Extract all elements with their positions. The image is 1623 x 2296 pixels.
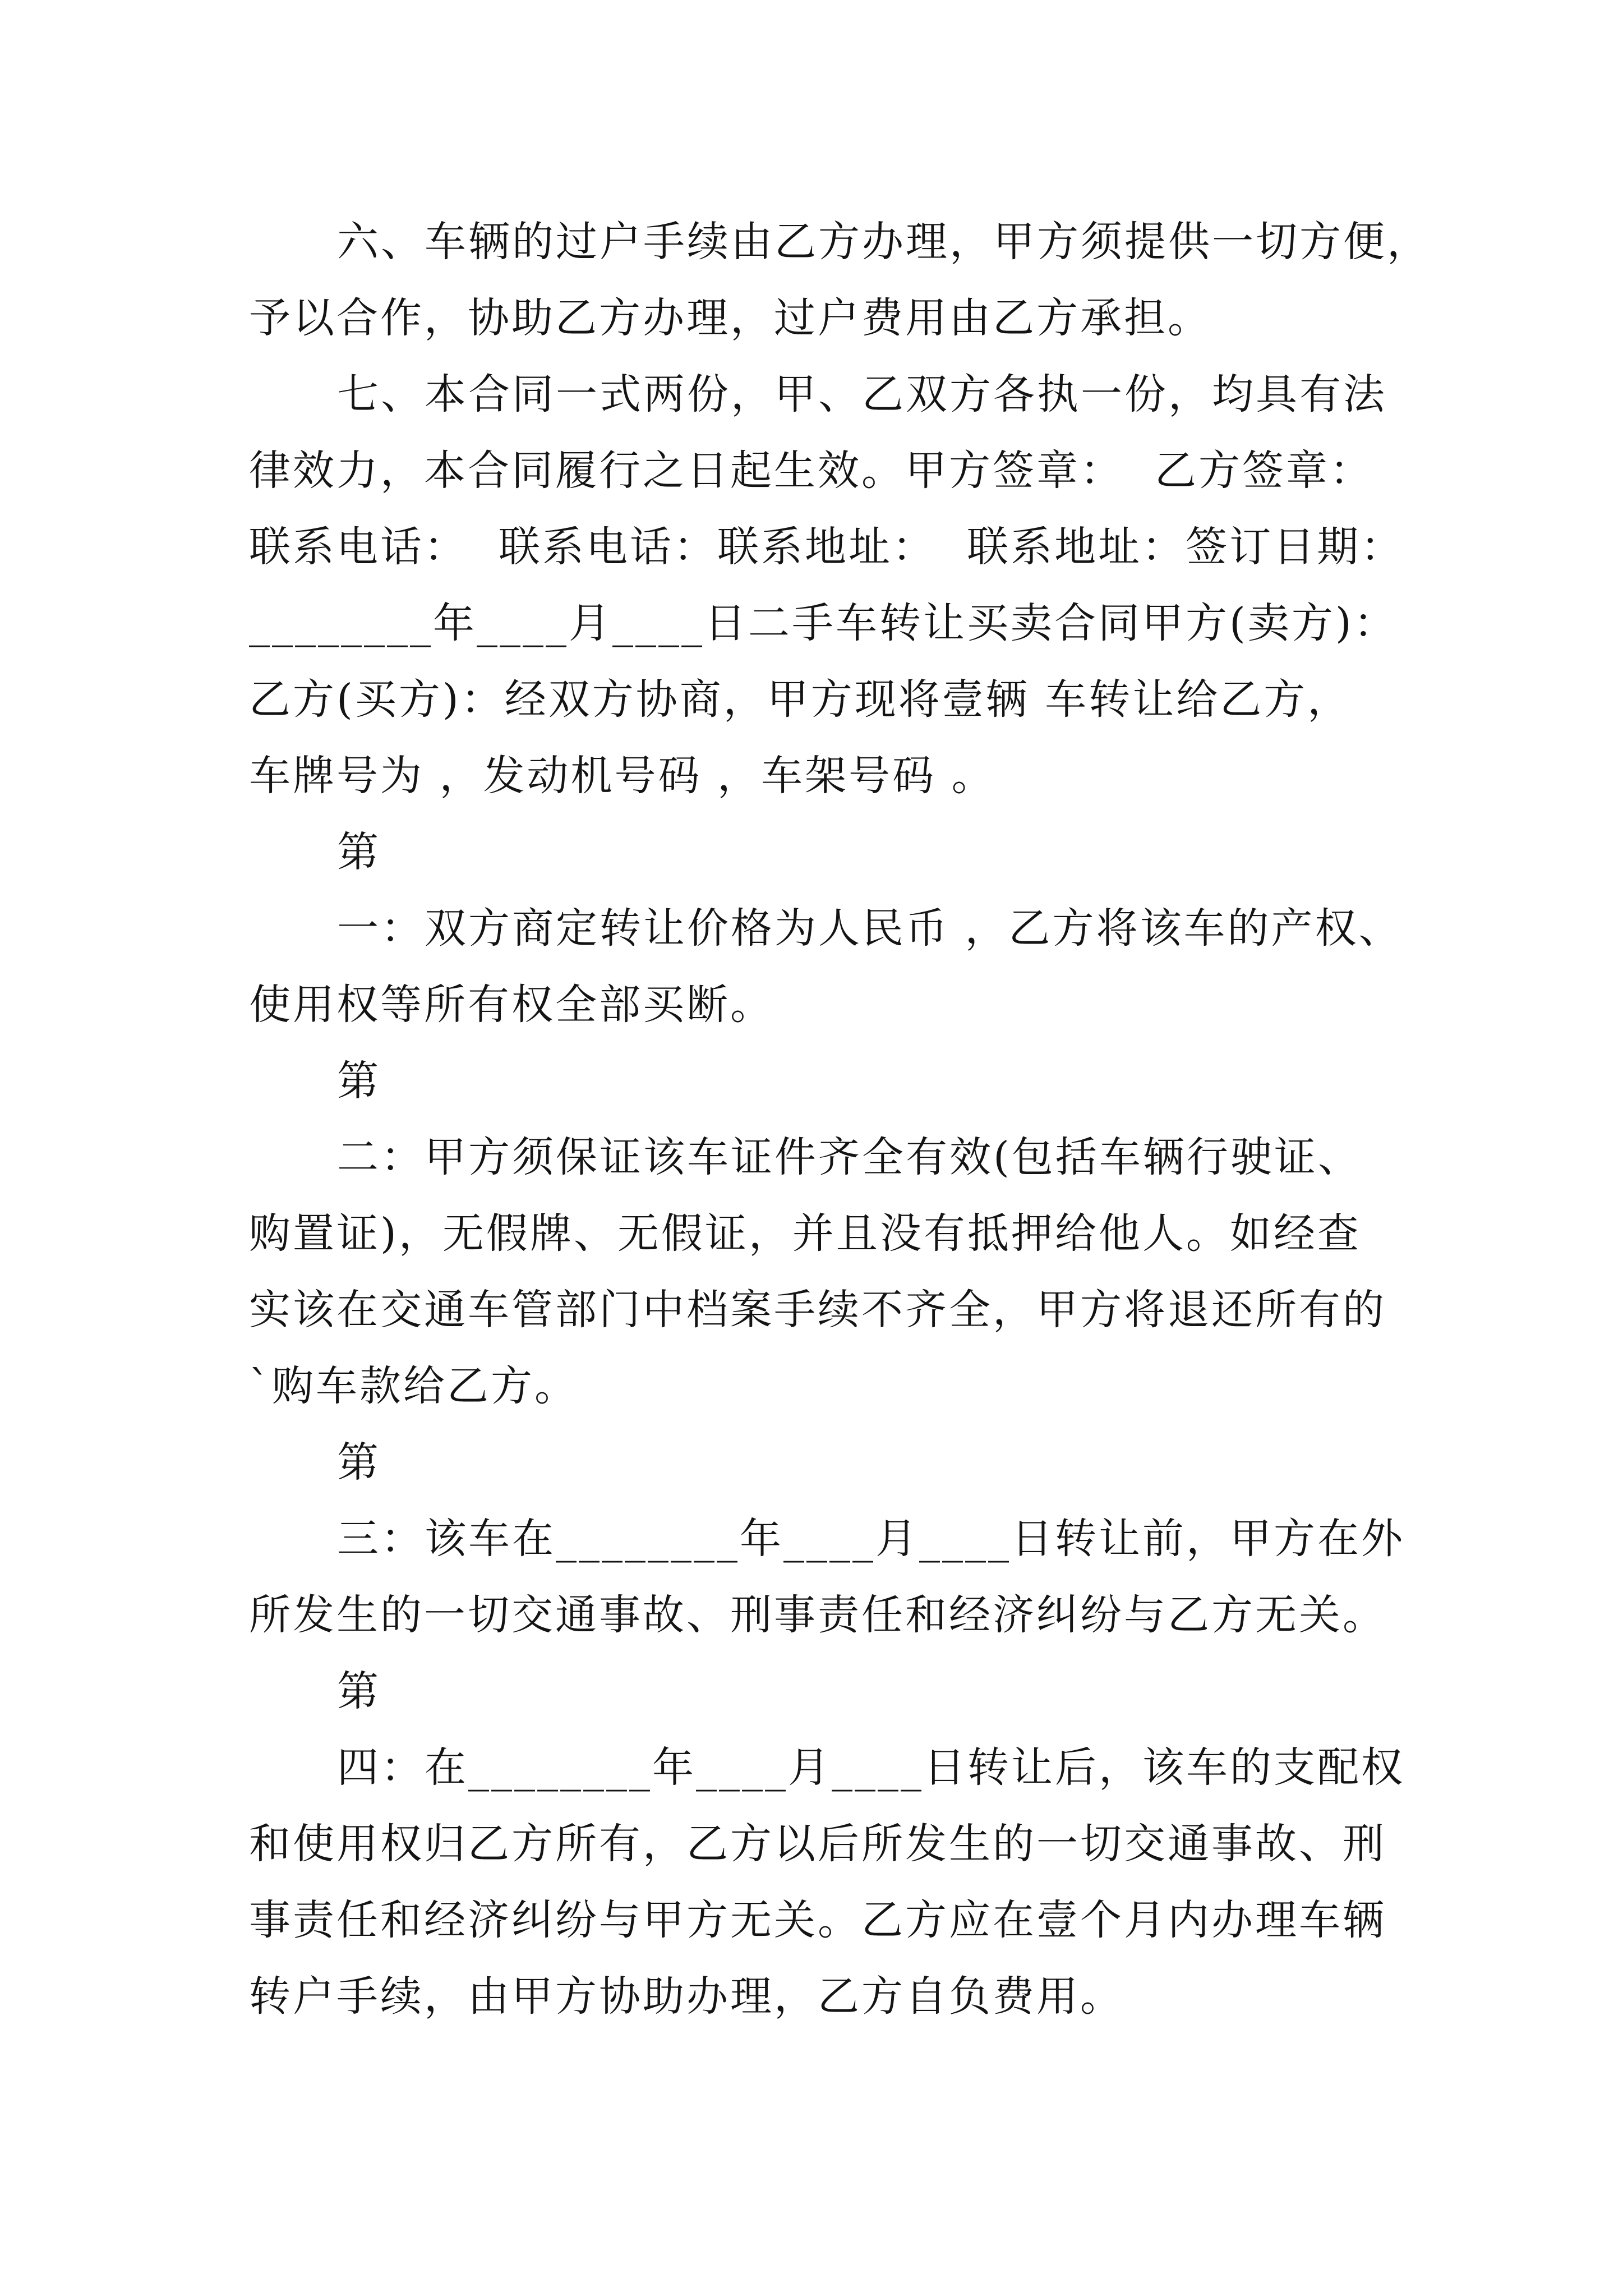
text-line: 车牌号为 ，发动机号码 ，车架号码 。 (249, 752, 995, 800)
clause-heading: 第 (337, 1438, 381, 1487)
text-line: 购置证)，无假牌、无假证，并且没有抵押给他人。如经查 (249, 1209, 1361, 1258)
text-line: 六、车辆的过户手续由乙方办理，甲方须提供一切方便， (337, 218, 1431, 266)
text-line: 事责任和经济纠纷与甲方无关。乙方应在壹个月内办理车辆 (249, 1896, 1386, 1944)
text-line: 转户手续，由甲方协助办理，乙方自负费用。 (249, 1972, 1124, 2021)
contract-text (249, 204, 1539, 2035)
text-line: 予以合作，协助乙方办理，过户费用由乙方承担。 (249, 294, 1211, 342)
text-line: 三：该车在________年____月____日转让前，甲方在外 (337, 1515, 1405, 1563)
text-line: 联系电话： 联系电话：联系地址： 联系地址：签订日期： (249, 523, 1405, 571)
text-line: 律效力，本合同履行之日起生效。甲方签章： 乙方签章： (249, 447, 1374, 495)
text-line: 二：甲方须保证该车证件齐全有效(包括车辆行驶证、 (337, 1133, 1362, 1181)
text-line: 实该在交通车管部门中档案手续不齐全，甲方将退还所有的 (249, 1286, 1386, 1334)
text-line: `购车款给乙方。 (249, 1362, 578, 1410)
text-line: 使用权等所有权全部买断。 (249, 981, 774, 1029)
clause-heading: 第 (337, 1667, 381, 1715)
clause-heading: 第 (337, 1057, 381, 1105)
text-line: 一：双方商定转让价格为人民币 ，乙方将该车的产权、 (337, 904, 1403, 953)
text-line: 和使用权归乙方所有，乙方以后所发生的一切交通事故、刑 (249, 1820, 1386, 1868)
text-line: 乙方(买方)：经双方协商，甲方现将壹辆 车转让给乙方， (249, 675, 1352, 724)
text-line: 所发生的一切交通事故、刑事责任和经济纠纷与乙方无关。 (249, 1591, 1386, 1639)
text-line: 七、本合同一式两份，甲、乙双方各执一份，均具有法 (337, 370, 1387, 418)
clause-heading: 第 (337, 828, 381, 876)
text-line: 四：在________年____月____日转让后，该车的支配权 (337, 1743, 1405, 1792)
text-line: ________年____月____日二手车转让买卖合同甲方(卖方)： (249, 599, 1398, 647)
